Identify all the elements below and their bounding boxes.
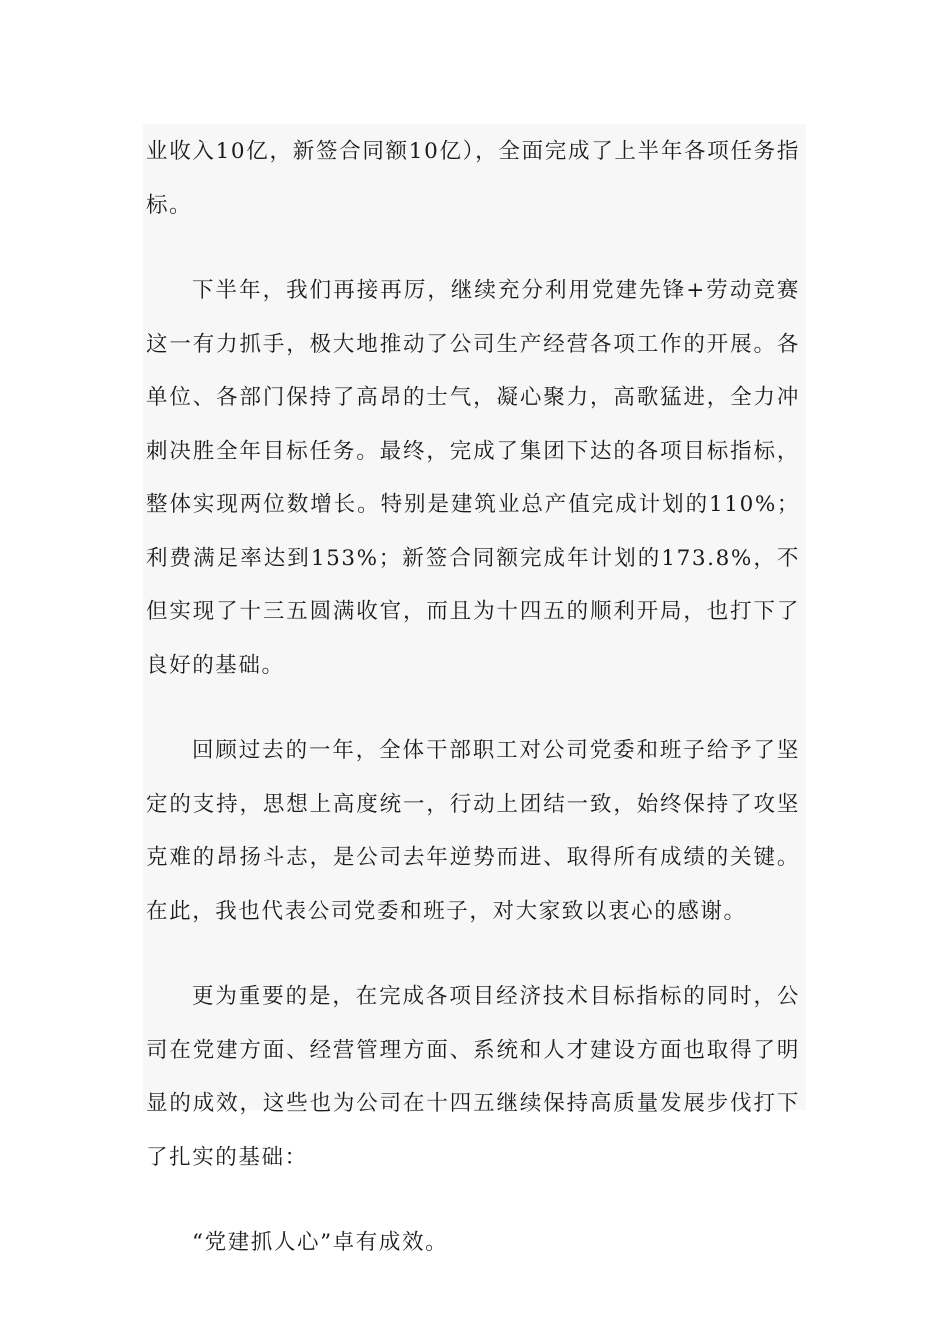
- paragraph-4: 更为重要的是，在完成各项目经济技术目标指标的同时，公司在党建方面、经营管理方面、系统和人才建设方面也取得了明显的成效，这些也为公司在十四五继续保持高质量发展步伐打下了扎实的基础：: [146, 984, 800, 1170]
- paragraph-2: 下半年，我们再接再厉，继续充分利用党建先锋+劳动竞赛这一有力抓手，极大地推动了公司生产经营各项工作的开展。各单位、各部门保持了高昂的士气，凝心聚力，高歌猛进，全力冲刺决胜全年目标任务。最终，完成了集团下达的各项目标指标，整体实现两位数增长。特别是建筑业总产值完成计划的110%；利费满足率达到153%；新签合同额完成年计划的173.8%，不但实现了十三五圆满收官，而且为十四五的顺利开局，也打下了良好的基础。: [146, 278, 800, 678]
- paragraph-5: “党建抓人心”卓有成效。: [192, 1230, 449, 1255]
- document-body: [143, 124, 806, 1255]
- paragraph-1: 业收入10亿，新签合同额10亿），全面完成了上半年各项任务指标。: [146, 139, 800, 218]
- paragraph-3: 回顾过去的一年，全体干部职工对公司党委和班子给予了坚定的支持，思想上高度统一，行动上团结一致，始终保持了攻坚克难的昂扬斗志，是公司去年逆势而进、取得所有成绩的关键。在此，我也代表公司党委和班子，对大家致以衷心的感谢。: [146, 738, 800, 924]
